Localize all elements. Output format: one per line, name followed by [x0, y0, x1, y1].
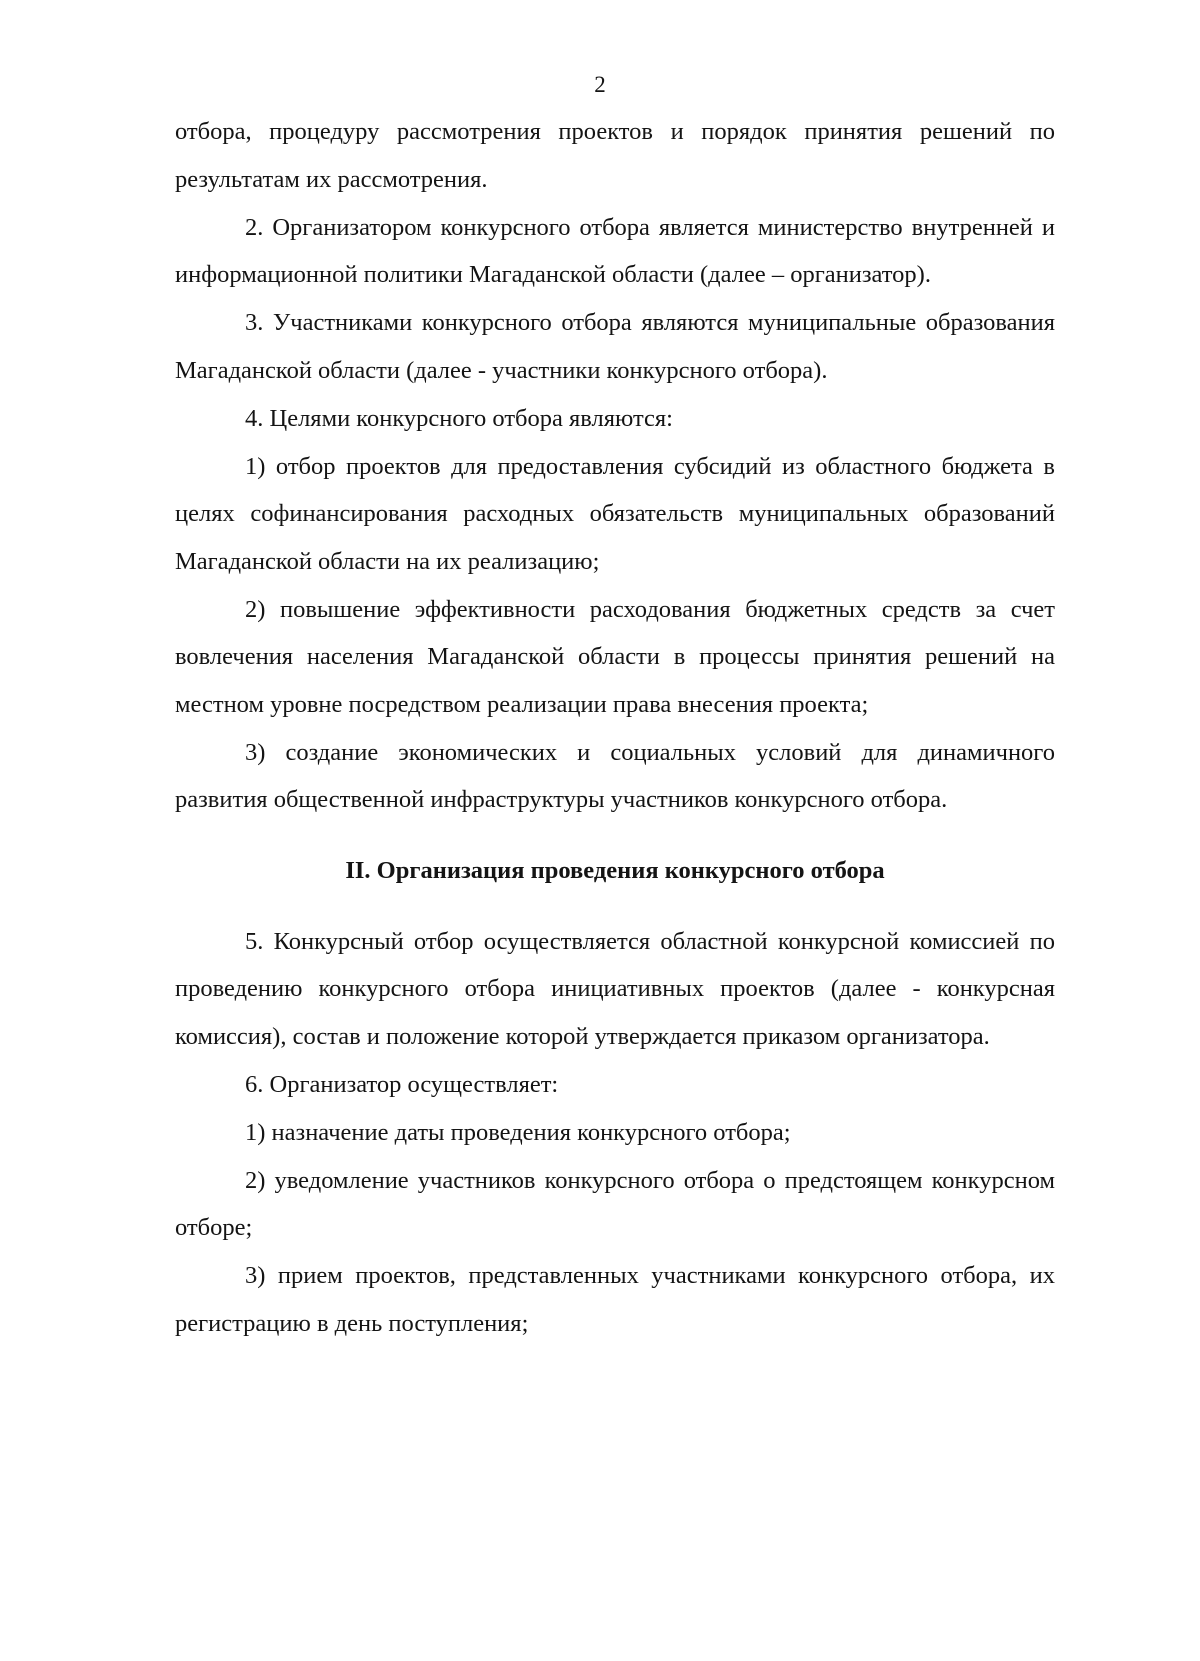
paragraph-item-6-3: 3) прием проектов, представленных участниками конкурсного отбора, их регистрацию в день поступления;	[175, 1262, 1055, 1337]
paragraph-subitem-1: 1) отбор проектов для предоставления субсидий из областного бюджета в целях софинансирования расходных обязательств муниципальных образований Магаданской области на их реализацию;	[175, 452, 1055, 575]
paragraph-item-6-1: 1) назначение даты проведения конкурсного отбора;	[245, 1118, 791, 1146]
paragraph-item-5: 5. Конкурсный отбор осуществляется областной конкурсной комиссией по проведению конкурсного отбора инициативных проектов (далее - конкурсная комиссия), состав и положение которой утверждается приказом организатора.	[175, 927, 1055, 1050]
paragraph-item-3: 3. Участниками конкурсного отбора являются муниципальные образования Магаданской области (далее - участники конкурсного отбора).	[175, 309, 1055, 384]
paragraph-continuation: отбора, процедуру рассмотрения проектов и порядок принятия решений по результатам их рассмотрения.	[175, 118, 1055, 193]
paragraph-item-6: 6. Организатор осуществляет:	[245, 1070, 559, 1098]
paragraph-item-4: 4. Целями конкурсного отбора являются:	[245, 404, 673, 432]
paragraph-subitem-3: 3) создание экономических и социальных условий для динамичного развития общественной инфраструктуры участников конкурсного отбора.	[175, 738, 1055, 813]
page-number: 2	[594, 72, 606, 97]
paragraph-item-6-2: 2) уведомление участников конкурсного отбора о предстоящем конкурсном отборе;	[175, 1166, 1055, 1241]
paragraph-subitem-2: 2) повышение эффективности расходования бюджетных средств за счет вовлечения населения Магаданской области в процессы принятия решений на местном уровне посредством реализации права внесения проекта;	[175, 595, 1055, 718]
document-body	[175, 108, 1055, 1348]
paragraph-item-2: 2. Организатором конкурсного отбора является министерство внутренней и информационной политики Магаданской области (далее – организатор).	[175, 213, 1055, 288]
section-heading: II. Организация проведения конкурсного отбора	[345, 857, 885, 884]
